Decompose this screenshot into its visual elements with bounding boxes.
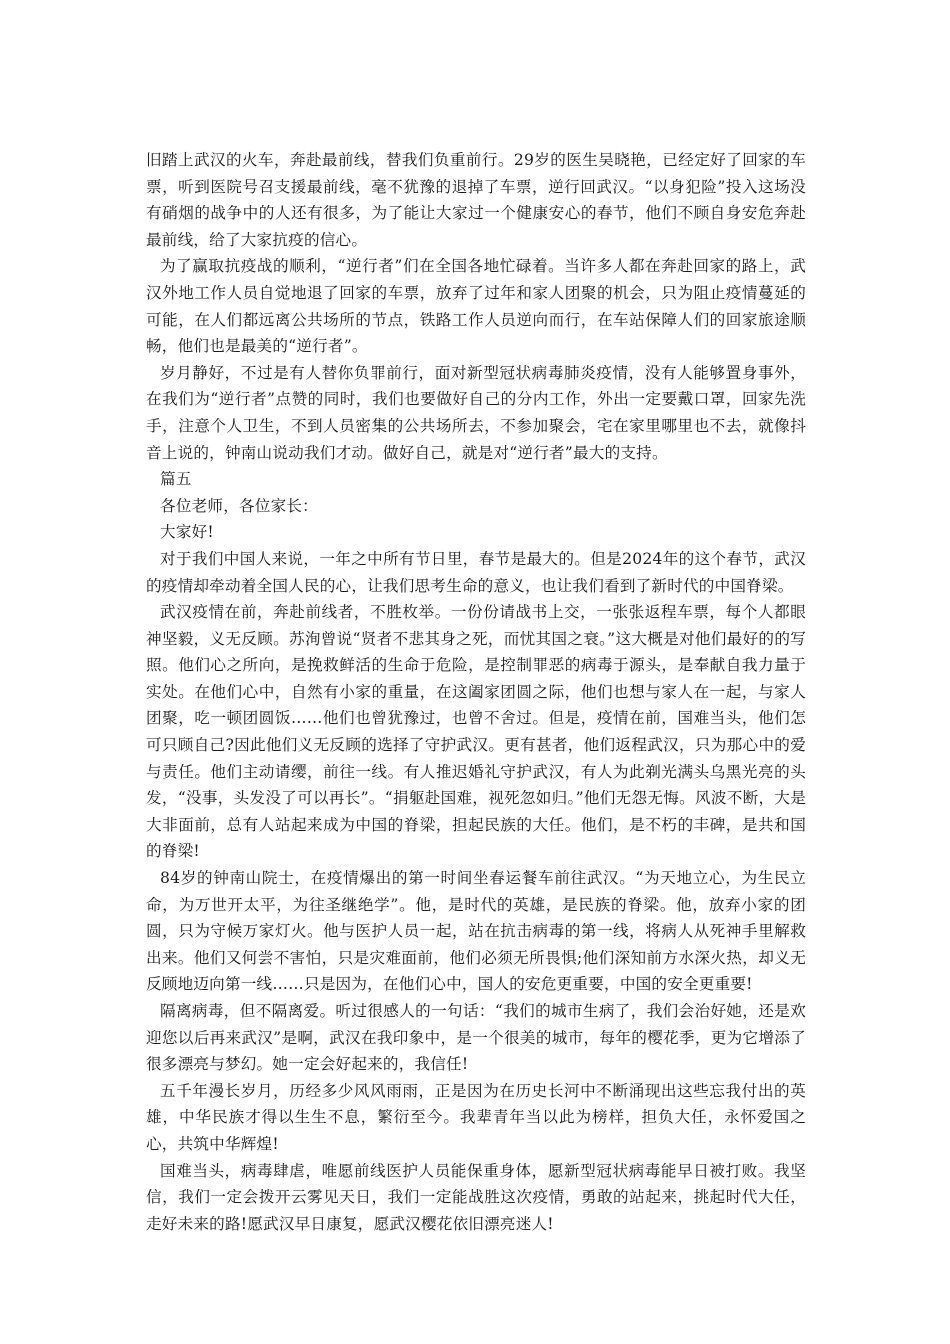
paragraph-5: 武汉疫情在前，奔赴前线者，不胜枚举。一份份请战书上交，一张张返程车票，每个人都眼神坚毅，义无反顾。苏洵曾说“贤者不悲其身之死，而忧其国之衰。”这大概是对他们最好的的写照。他们心之所向，是挽救鲜活的生命于危险，是控制罪恶的病毒于源头，是奉献自我力量于实处。在他们心中，自然有小家的重量，在这阖家团圆之际，他们也想与家人在一起，与家人团聚，吃一顿团圆饭……他们也曾犹豫过，也曾不舍过。但是，疫情在前，国难当头，他们怎可只顾自己?因此他们义无反顾的选择了守护武汉。更有甚者，他们返程武汉，只为那心中的爱与责任。他们主动请缨，前往一线。有人推迟婚礼守护武汉，有人为此剃光满头乌黑光亮的头发，“没事，头发没了可以再长”。“捐躯赴国难，视死忽如归。”他们无怨无悔。风波不断，大是大非面前，总有人站起来成为中国的脊梁，担起民族的大任。他们，是不朽的丰碑，是共和国的脊梁! — [146, 603, 806, 861]
section-heading: 篇五 — [160, 470, 192, 489]
salutation: 各位老师，各位家长： — [160, 496, 318, 515]
paragraph-7: 隔离病毒，但不隔离爱。听过很感人的一句话：“我们的城市生病了，我们会治好她，还是欢迎您以后再来武汉”是啊，武汉在我印象中，是一个很美的城市，每年的樱花季，更为它增添了很多漂亮与梦幻。她一定会好起来的，我信任! — [146, 1002, 806, 1074]
paragraph-8: 五千年漫长岁月，历经多少风风雨雨，正是因为在历史长河中不断涌现出这些忘我付出的英雄，中华民族才得以生生不息，繁衍至今。我辈青年当以此为榜样，担负大任，永怀爱国之心，共筑中华辉煌! — [146, 1081, 806, 1153]
greeting: 大家好! — [160, 523, 214, 542]
paragraph-9: 国难当头，病毒肆虐，唯愿前线医护人员能保重身体，愿新型冠状病毒能早日被打败。我坚信，我们一定会拨开云雾见天日，我们一定能战胜这次疫情，勇敢的站起来，挑起时代大任，走好未来的路!愿武汉早日康复，愿武汉樱花依旧漂亮迷人! — [146, 1161, 806, 1233]
paragraph-2: 为了赢取抗疫战的顺利，“逆行者”们在全国各地忙碌着。当许多人都在奔赴回家的路上，武汉外地工作人员自觉地退了回家的车票，放弃了过年和家人团聚的机会，只为阻止疫情蔓延的可能，在人们都远离公共场所的节点，铁路工作人员逆向而行，在车站保障人们的回家旅途顺畅，他们也是最美的“逆行者”。 — [146, 257, 806, 356]
paragraph-4: 对于我们中国人来说，一年之中所有节日里，春节是最大的。但是2024年的这个春节，武汉的疫情却牵动着全国人民的心，让我们思考生命的意义，也让我们看到了新时代的中国脊梁。 — [146, 549, 806, 595]
document-body — [146, 147, 806, 1237]
paragraph-3: 岁月静好，不过是有人替你负罪前行，面对新型冠状病毒肺炎疫情，没有人能够置身事外，在我们为“逆行者”点赞的同时，我们也要做好自己的分内工作，外出一定要戴口罩，回家先洗手，注意个人卫生，不到人员密集的公共场所去，不参加聚会，宅在家里哪里也不去，就像抖音上说的，钟南山说动我们才动。做好自己，就是对“逆行者”最大的支持。 — [146, 363, 806, 462]
paragraph-6: 84岁的钟南山院士，在疫情爆出的第一时间坐春运餐车前往武汉。“为天地立心，为生民立命，为万世开太平，为往圣继绝学”。他，是时代的英雄，是民族的脊梁。他，放弃小家的团圆，只为守候万家灯火。他与医护人员一起，站在抗击病毒的第一线，将病人从死神手里解救出来。他们又何尝不害怕，只是灾难面前，他们必须无所畏惧;他们深知前方水深火热，却义无反顾地迈向第一线……只是因为，在他们心中，国人的安危更重要，中国的安全更重要! — [146, 869, 806, 994]
paragraph-1: 旧踏上武汉的火车，奔赴最前线，替我们负重前行。29岁的医生吴晓艳，已经定好了回家的车票，听到医院号召支援最前线，毫不犹豫的退掉了车票，逆行回武汉。“以身犯险”投入这场没有硝烟的战争中的人还有很多，为了能让大家过一个健康安心的春节，他们不顾自身安危奔赴最前线，给了大家抗疫的信心。 — [146, 151, 806, 249]
